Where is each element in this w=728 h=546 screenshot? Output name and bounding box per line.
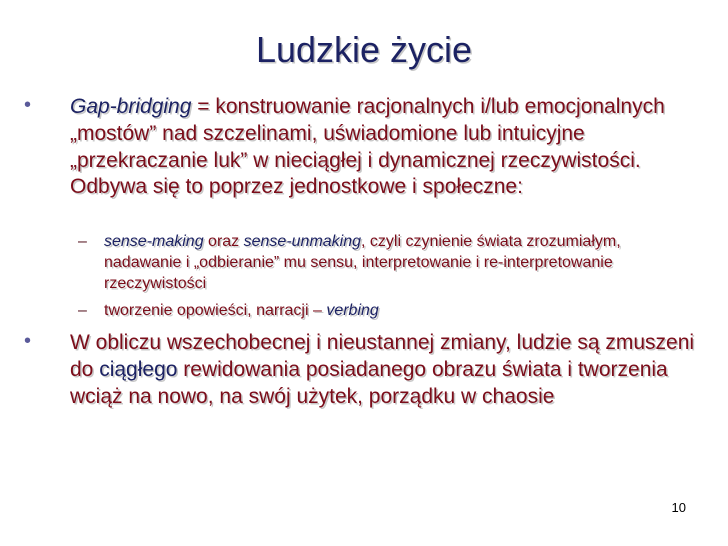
bullet-change xyxy=(24,330,712,410)
term-sense-making: sense-making xyxy=(104,233,204,250)
bullet-text xyxy=(70,94,712,201)
highlight-ciaglego: ciągłego xyxy=(99,357,178,381)
gap-bridging-definition: = konstruowanie racjonalnych i/lub emocjonalnych „mostów” nad szczelinami, uświadomione lub intuicyjne „przekraczanie luk” w nieciągłej i dynamicznej rzeczywistości. Odbywa się to poprzez jednostkowe i społeczne: xyxy=(70,95,665,199)
sense-making-description: , czyli czynienie świata zrozumiałym, nadawanie i „odbieranie” mu sensu, interpretowanie i re-interpretowanie rzeczywistości xyxy=(104,233,621,292)
narration-text: tworzenie opowieści, narracji – xyxy=(104,302,327,319)
term-gap-bridging: Gap-bridging xyxy=(70,95,192,118)
term-sense-unmaking: sense-unmaking xyxy=(243,233,362,250)
sub-bullet-narration xyxy=(78,301,698,322)
page-number: 10 xyxy=(671,500,686,515)
sub-bullet-text xyxy=(104,301,698,322)
change-text-end: rewidowania posiadanego obrazu świata i tworzenia wciąż na nowo, na swój użytek, porządku w chaosie xyxy=(70,357,668,408)
dash-marker: – xyxy=(78,302,87,319)
bullet-text xyxy=(70,330,712,410)
sub-bullet-sense-making xyxy=(78,232,698,294)
change-text-start: W obliczu wszechobecnej i nieustannej zmiany, ludzie są zmuszeni do xyxy=(70,331,695,381)
sub-bullet-text xyxy=(104,232,698,294)
dash-marker: – xyxy=(78,233,87,250)
bullet-gap-bridging xyxy=(24,94,712,201)
bullet-marker: • xyxy=(24,330,32,352)
bullet-marker: • xyxy=(24,94,32,116)
term-verbing: verbing xyxy=(326,302,379,319)
sub-joiner: oraz xyxy=(203,233,244,250)
slide-title: Ludzkie życie xyxy=(255,29,473,70)
